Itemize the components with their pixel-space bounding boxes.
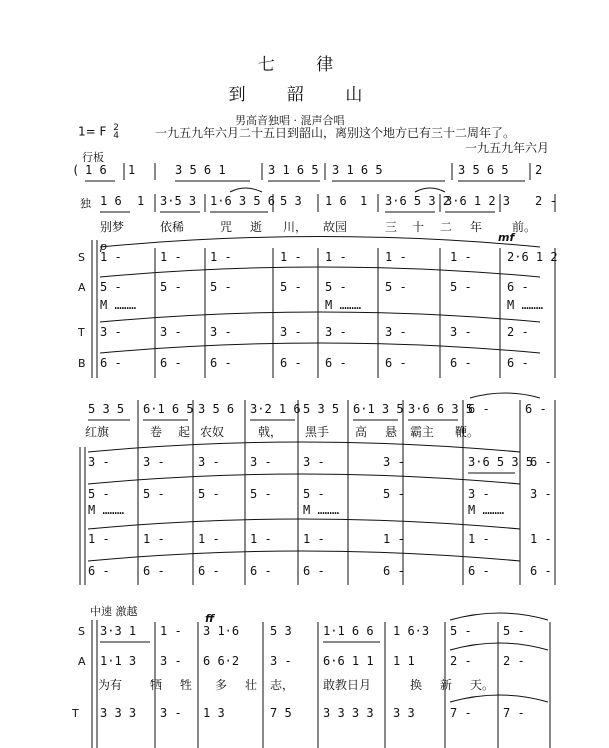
a-measure: 5 - xyxy=(198,487,220,501)
lyric: 前。 xyxy=(512,220,537,234)
b-measure: 6 - xyxy=(143,564,165,578)
solo-measure: 6·1 3 5 xyxy=(353,402,404,416)
lyric: 卷 xyxy=(150,425,163,439)
dynamic-p: p xyxy=(100,240,107,253)
a-measure: 5 - xyxy=(210,280,232,294)
hum-mark: M ……… xyxy=(100,298,137,312)
a-measure: 5 - xyxy=(100,280,122,294)
t-measure: 1 - xyxy=(143,532,165,546)
voice-label-a: A xyxy=(78,655,86,668)
a-measure: 5 - xyxy=(250,487,272,501)
t-measure: 7 5 xyxy=(270,706,292,720)
intro-measure: 3 1 6 5 xyxy=(268,163,319,177)
voice-label-t: T xyxy=(78,326,85,339)
s-measure: 1 - xyxy=(100,250,122,264)
s-measure: 1 - xyxy=(160,624,182,638)
date: 一九五九年六月 xyxy=(465,141,550,155)
dynamic-ff: ff xyxy=(205,612,215,625)
dynamic-mf: mf xyxy=(498,231,515,244)
intro-row: ( 1 6 1 3 5 6 1 3 1 6 5 3 1 6 5 3 5 6 5 2 xyxy=(72,163,543,177)
t-measure: 7 - xyxy=(450,706,472,720)
s-measure: 3 - xyxy=(250,455,272,469)
s-measure: 5 - xyxy=(503,624,525,638)
t-measure: 3 - xyxy=(385,325,407,339)
intro-measure: 1 6 xyxy=(85,163,107,177)
lyric: 换 xyxy=(410,678,423,692)
lyric: 十 xyxy=(412,220,425,234)
voice-label-t: T xyxy=(72,707,79,720)
s-measure: 6 - xyxy=(530,455,552,469)
t-measure: 2 - xyxy=(507,325,529,339)
t-measure: 3 - xyxy=(210,325,232,339)
solo-measure: 3·6 1 2 3 xyxy=(445,194,511,208)
hum-mark: M ……… xyxy=(88,503,125,517)
t-measure: 3 3 3 xyxy=(100,706,137,720)
t-measure: 3 - xyxy=(325,325,347,339)
a-measure: 5 - xyxy=(280,280,302,294)
a-measure: 5 - xyxy=(325,280,347,294)
a-measure: 5 - xyxy=(160,280,182,294)
s-measure: 3 - xyxy=(88,455,110,469)
a-measure: 3 - xyxy=(160,654,182,668)
solo-label: 独 xyxy=(80,197,91,210)
lyric: 农奴 xyxy=(200,425,225,439)
s-measure: 1 - xyxy=(385,250,407,264)
tempo-marking: 行板 xyxy=(82,151,104,164)
s-measure: 3 - xyxy=(143,455,165,469)
lyric: 壮 xyxy=(245,678,258,692)
a-measure: 5 - xyxy=(450,280,472,294)
s-measure: 5 - xyxy=(450,624,472,638)
a-measure: 5 - xyxy=(385,280,407,294)
b-measure: 6 - xyxy=(250,564,272,578)
a-measure: 1·1 3 xyxy=(100,654,137,668)
b-measure: 6 - xyxy=(385,356,407,370)
hum-mark: M ……… xyxy=(507,298,544,312)
s-measure: 1 - xyxy=(450,250,472,264)
solo-measure: 3·6 6 3 5 xyxy=(408,402,474,416)
b-measure: 6 - xyxy=(450,356,472,370)
lyric: 志， xyxy=(270,678,295,692)
b-measure: 6 - xyxy=(383,564,405,578)
b-measure: 6 - xyxy=(468,564,490,578)
lyric: 牺 xyxy=(150,678,163,692)
t-measure: 1 - xyxy=(468,532,490,546)
intro-measure: 2 xyxy=(535,163,543,177)
lyric: 牲 xyxy=(180,678,193,692)
s-measure: 3 1·6 xyxy=(203,624,240,638)
lyric: 逝 xyxy=(250,220,263,234)
t-measure: 3 - xyxy=(100,325,122,339)
b-measure: 6 - xyxy=(280,356,302,370)
time-den: 4 xyxy=(113,131,119,141)
s-measure: 1 - xyxy=(210,250,232,264)
s-measure: 1 - xyxy=(280,250,302,264)
b-measure: 6 - xyxy=(198,564,220,578)
b-measure: 6 - xyxy=(507,356,529,370)
solo-measure: 6 - xyxy=(525,402,547,416)
t-measure: 3 - xyxy=(450,325,472,339)
a-measure: 3 - xyxy=(468,487,490,501)
solo-measure: 3·6 5 3 2 xyxy=(385,194,451,208)
t-measure: 3 - xyxy=(160,325,182,339)
voice-label-a: A xyxy=(78,281,86,294)
b-measure: 6 - xyxy=(160,356,182,370)
s-measure: 1 - xyxy=(160,250,182,264)
a-measure: 5 - xyxy=(303,487,325,501)
hum-mark: M ……… xyxy=(325,298,362,312)
a-measure: 5 - xyxy=(143,487,165,501)
performance-note: 男高音独唱 · 混声合唱 xyxy=(235,114,345,127)
lyric: 咒 xyxy=(220,220,233,234)
voice-label-s: S xyxy=(78,625,85,638)
t-measure: 3 3 3 3 xyxy=(323,706,374,720)
solo-measure: 1·6 3 5 6 xyxy=(210,194,276,208)
lyric: 黑手 xyxy=(305,425,330,439)
s-measure: 1 6·3 xyxy=(393,624,430,638)
solo-measure: 1 6 xyxy=(325,194,347,208)
lyric: 鞭。 xyxy=(455,425,480,439)
solo-measure: 1 xyxy=(137,194,145,208)
a-measure: 2 - xyxy=(503,654,525,668)
b-measure: 6 - xyxy=(325,356,347,370)
a-measure: 6 - xyxy=(507,280,529,294)
t-measure: 7 - xyxy=(503,706,525,720)
intro-measure: 3 5 6 1 xyxy=(175,163,226,177)
solo-measure: 1 6 xyxy=(100,194,122,208)
s-measure: 3 - xyxy=(303,455,325,469)
song-subtitle: 到 韶 山 xyxy=(228,85,381,105)
intro-measure: 1 xyxy=(128,163,136,177)
t-measure: 3 - xyxy=(160,706,182,720)
song-title: 七 律 xyxy=(257,55,352,75)
time-num: 2 xyxy=(113,123,119,133)
b-measure: 6 - xyxy=(210,356,232,370)
a-measure: 5 - xyxy=(383,487,405,501)
a-measure: 6 6·2 xyxy=(203,654,240,668)
t-measure: 1 3 xyxy=(203,706,225,720)
lyric: 故园 xyxy=(323,220,348,234)
solo-measure: 5 3 5 xyxy=(303,402,340,416)
lyric: 红旗 xyxy=(85,425,110,439)
lyric: 川， xyxy=(283,220,308,234)
lyric: 别梦 xyxy=(100,220,125,234)
lyric: 霸主 xyxy=(410,425,435,439)
solo-measure: 6·1 6 5 xyxy=(143,402,194,416)
lyric: 悬 xyxy=(385,425,398,439)
lyric: 多 xyxy=(215,678,228,692)
solo-measure: 5 3 xyxy=(280,194,302,208)
s-measure: 3·6 5 3 5 xyxy=(468,455,534,469)
b-measure: 6 - xyxy=(88,564,110,578)
tempo-marking-2: 中速 激越 xyxy=(90,605,138,618)
t-measure: 1 - xyxy=(303,532,325,546)
s-measure: 3·3 1 xyxy=(100,624,137,638)
hum-mark: M ……… xyxy=(303,503,340,517)
solo-measure: 1 xyxy=(360,194,368,208)
t-measure: 3 3 xyxy=(393,706,415,720)
t-measure: 3 - xyxy=(280,325,302,339)
solo-measure: 2 - xyxy=(535,194,557,208)
a-measure: 5 - xyxy=(88,487,110,501)
b-measure: 6 - xyxy=(100,356,122,370)
solo-measure: 5 3 5 xyxy=(88,402,125,416)
lyric: 敢教日月 xyxy=(323,678,372,692)
s-measure: 2·6 1 2 xyxy=(507,250,558,264)
preface: 一九五九年六月二十五日到韶山，离别这个地方已有三十二周年了。 xyxy=(155,126,516,140)
solo-measure: 3·2 1 6 xyxy=(250,402,301,416)
b-measure: 6 - xyxy=(530,564,552,578)
s-measure: 3 - xyxy=(198,455,220,469)
s-measure: 5 3 xyxy=(270,624,292,638)
lyric: 高 xyxy=(355,425,368,439)
voice-label-b: B xyxy=(78,357,86,370)
lyric: 三 xyxy=(385,220,398,234)
lyric: 戟， xyxy=(258,425,283,439)
s-measure: 1·1 6 6 xyxy=(323,624,374,638)
lyric: 新 xyxy=(440,678,453,692)
s-measure: 3 - xyxy=(383,455,405,469)
t-measure: 1 - xyxy=(530,532,552,546)
t-measure: 1 - xyxy=(250,532,272,546)
b-measure: 6 - xyxy=(303,564,325,578)
hum-mark: M ……… xyxy=(468,503,505,517)
lyric: 依稀 xyxy=(160,220,185,234)
lyric: 为有 xyxy=(98,678,123,692)
voice-label-s: S xyxy=(78,251,85,264)
t-measure: 1 - xyxy=(88,532,110,546)
t-measure: 1 - xyxy=(383,532,405,546)
lyric: 天。 xyxy=(470,678,495,692)
a-measure: 3 - xyxy=(530,487,552,501)
intro-measure: 3 5 6 5 xyxy=(458,163,509,177)
solo-measure: 3 5 6 xyxy=(198,402,235,416)
a-measure: 3 - xyxy=(270,654,292,668)
t-measure: 1 - xyxy=(198,532,220,546)
a-measure: 6·6 1 1 xyxy=(323,654,374,668)
lyric: 二 xyxy=(440,220,453,234)
solo-measure: 6 - xyxy=(468,402,490,416)
a-measure: 2 - xyxy=(450,654,472,668)
solo-measure: 3·5 3 xyxy=(160,194,197,208)
s-measure: 1 - xyxy=(325,250,347,264)
a-measure: 1 1 xyxy=(393,654,415,668)
key-label: 1= F xyxy=(78,124,107,139)
lyric: 年 xyxy=(470,220,483,234)
intro-measure: 3 1 6 5 xyxy=(332,163,383,177)
lyric: 起 xyxy=(178,425,191,439)
